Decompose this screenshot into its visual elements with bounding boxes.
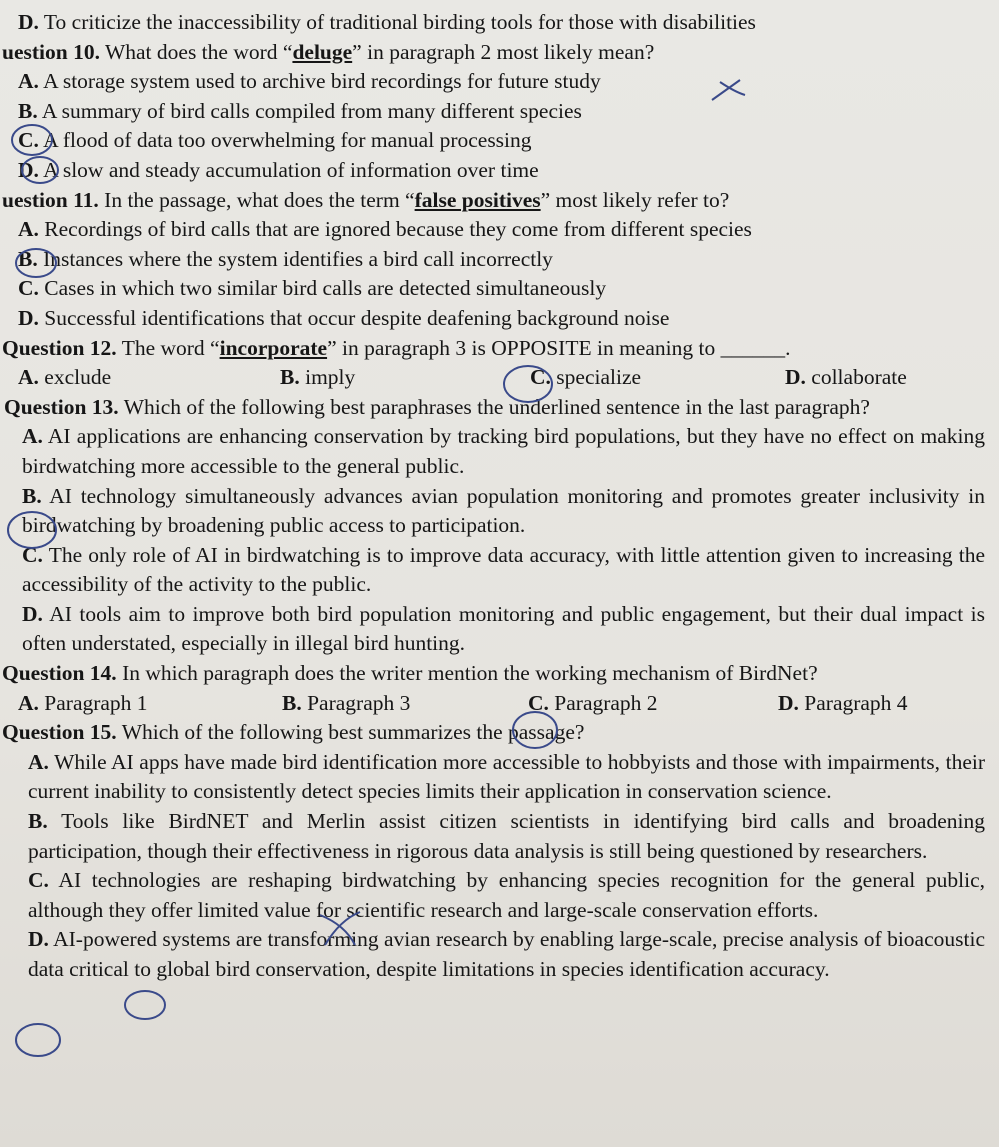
previous-option-d: D. To criticize the inaccessibility of traditional birding tools for those with disabilities [18,10,756,34]
q12-option-a[interactable]: A. exclude [18,365,112,390]
q12-options [0,363,985,393]
q11-option-b[interactable]: B. Instances where the system identifies a bird call incorrectly [18,246,553,271]
question-10: uestion 10. What does the word “deluge” in paragraph 2 most likely mean? [2,39,655,64]
q14-option-c[interactable]: C. Paragraph 2 [528,690,658,715]
q11-option-d[interactable]: D. Successful identifications that occur despite deafening background noise [18,305,670,330]
question-12: Question 12. The word “incorporate” in paragraph 3 is OPPOSITE in meaning to ______. [2,335,791,360]
q11-option-a[interactable]: A. Recordings of bird calls that are ignored because they come from different species [18,217,752,242]
worksheet [0,8,985,985]
q14-option-a[interactable]: A. Paragraph 1 [18,690,148,715]
q14-option-b[interactable]: B. Paragraph 3 [282,690,411,715]
q13-option-b[interactable]: B. AI technology simultaneously advances avian population monitoring and promotes greater inclusivity in birdwatching by broadening public access to participation. [22,483,985,538]
q10-option-c[interactable]: C. A flood of data too overwhelming for manual processing [18,128,532,153]
q15-circle-c [125,991,165,1019]
q15-option-b[interactable]: B. Tools like BirdNET and Merlin assist citizen scientists in identifying bird calls and broadening participation, though their effectiveness in rigorous data analysis is still being questioned by researchers. [28,809,985,863]
q13-option-c[interactable]: C. The only role of AI in birdwatching is to improve data accuracy, with little attention given to increasing the accessibility of the activity to the public. [22,542,985,597]
q14-options [0,689,985,719]
q15-option-d[interactable]: D. AI-powered systems are transforming avian research by enabling large-scale, precise analysis of bioacoustic data critical to global bird conservation, despite limitations in species identification accuracy. [28,927,985,981]
q12-option-d[interactable]: D. collaborate [785,365,907,390]
q10-option-a[interactable]: A. A storage system used to archive bird recordings for future study [18,69,601,94]
q13-option-a[interactable]: A. AI applications are enhancing conservation by tracking bird populations, but they have no effect on making birdwatching more accessible to the general public. [22,424,985,478]
q15-option-c[interactable]: C. AI technologies are reshaping birdwatching by enhancing species recognition for the general public, although they offer limited value for scientific research and large-scale conservation efforts. [28,868,985,922]
question-15: Question 15. Which of the following best summarizes the passage? [2,720,585,745]
q11-option-c[interactable]: C. Cases in which two similar bird calls are detected simultaneously [18,276,607,301]
q13-option-d[interactable]: D. AI tools aim to improve both bird population monitoring and public engagement, but their dual impact is often understated, especially in illegal bird hunting. [22,601,985,656]
q15-circle-d [16,1024,60,1056]
q15-option-a[interactable]: A. While AI apps have made bird identification more accessible to hobbyists and those with impairments, their current inability to consistently detect species limits their application in conservation science. [28,749,985,804]
q10-option-d[interactable]: D. A slow and steady accumulation of information over time [18,157,539,182]
question-13: Question 13. Which of the following best paraphrases the underlined sentence in the last paragraph? [4,394,870,419]
q10-option-b[interactable]: B. A summary of bird calls compiled from many different species [18,98,582,123]
question-11: uestion 11. In the passage, what does the term “false positives” most likely refer to? [2,187,730,212]
q14-option-d[interactable]: D. Paragraph 4 [778,690,908,715]
q12-option-c[interactable]: C. specialize [530,365,642,390]
question-14: Question 14. In which paragraph does the writer mention the working mechanism of BirdNet? [2,661,818,686]
q12-option-b[interactable]: B. imply [280,365,356,390]
